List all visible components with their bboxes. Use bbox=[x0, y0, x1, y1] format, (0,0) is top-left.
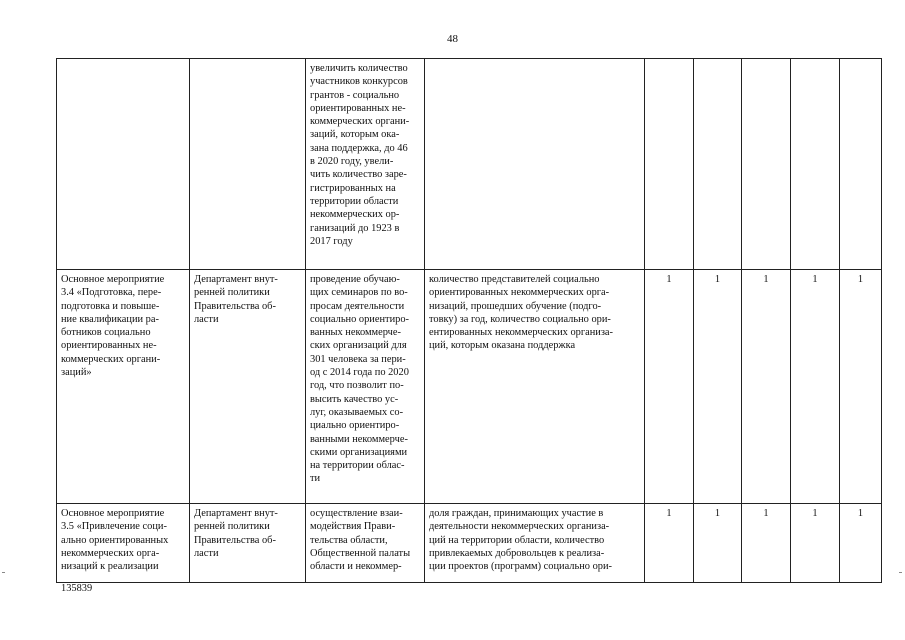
event-cell bbox=[57, 59, 190, 270]
value-cell: 1 bbox=[791, 504, 840, 583]
indicator-cell-text: количество представителей социально ориентированных некоммерческих орга- низаций, прошедших обучение (подго- товку) за год, количество социально ори- ентированных некоммерческих организа- ций, которым оказана поддержка bbox=[429, 274, 614, 352]
description-cell-text: проведение обучаю- щих семинаров по во- просам деятельности социально ориентиро- ванных некоммерче- ских организаций для 301 человека за пери- од с 2014 года по 2020 год, что позволит по- высить качество ус- луг, оказываемых со- циально ориентиро- ванными некоммерче- скими организациями на территории облас- ти bbox=[310, 274, 409, 485]
event-cell-text: Основное мероприятие 3.5 «Привлечение соци- ально ориентированных некоммерческих орга- низаций к реализации bbox=[61, 508, 169, 573]
value-cell: 1 bbox=[694, 504, 742, 583]
executor-cell bbox=[190, 270, 306, 504]
indicator-cell-text: доля граждан, принимающих участие в деятельности некоммерческих организа- ций на территории области, количество привлекаемых добровольцев к реализа- ции проектов (программ) социально ори- bbox=[429, 508, 612, 573]
table-row bbox=[57, 59, 882, 270]
indicator-cell bbox=[425, 59, 645, 270]
left-edge-mark bbox=[2, 572, 5, 573]
description-cell bbox=[306, 504, 425, 583]
executor-cell bbox=[190, 59, 306, 270]
executor-cell-text: Департамент внут- ренней политики Правительства об- ласти bbox=[194, 508, 278, 559]
table-row bbox=[57, 504, 882, 583]
executor-cell bbox=[190, 504, 306, 583]
value-cell: 1 bbox=[645, 504, 694, 583]
description-cell bbox=[306, 270, 425, 504]
value-cell: 1 bbox=[694, 270, 742, 504]
description-cell-text: увеличить количество участников конкурсов грантов - социально ориентированных не- коммерческих органи- заций, которым ока- зана поддержка, до 46 в 2020 году, увели- чить количество заре- гистрированных на территории области некоммерческих ор- ганизаций до 1923 в 2017 году bbox=[310, 63, 410, 247]
value-cell bbox=[645, 59, 694, 270]
table-row bbox=[57, 270, 882, 504]
value-cell bbox=[840, 59, 882, 270]
value-cell: 1 bbox=[840, 504, 882, 583]
description-cell-text: осуществление взаи- модействия Прави- тельства области, Общественной палаты области и некоммер- bbox=[310, 508, 411, 573]
value-cell bbox=[694, 59, 742, 270]
page-number: 48 bbox=[447, 33, 458, 45]
right-edge-mark bbox=[899, 572, 902, 573]
value-cell: 1 bbox=[840, 270, 882, 504]
indicator-cell bbox=[425, 504, 645, 583]
executor-cell-text: Департамент внут- ренней политики Правительства об- ласти bbox=[194, 274, 278, 325]
value-cell bbox=[742, 59, 791, 270]
program-events-table bbox=[56, 58, 882, 583]
event-cell bbox=[57, 270, 190, 504]
value-cell bbox=[791, 59, 840, 270]
document-code: 135839 bbox=[61, 583, 93, 594]
value-cell: 1 bbox=[791, 270, 840, 504]
event-cell-text: Основное мероприятие 3.4 «Подготовка, пере- подготовка и повыше- ние квалификации ра- ботников социально ориентированных не- коммерческих органи- заций» bbox=[61, 274, 165, 379]
event-cell bbox=[57, 504, 190, 583]
value-cell: 1 bbox=[742, 270, 791, 504]
value-cell: 1 bbox=[645, 270, 694, 504]
value-cell: 1 bbox=[742, 504, 791, 583]
description-cell bbox=[306, 59, 425, 270]
indicator-cell bbox=[425, 270, 645, 504]
